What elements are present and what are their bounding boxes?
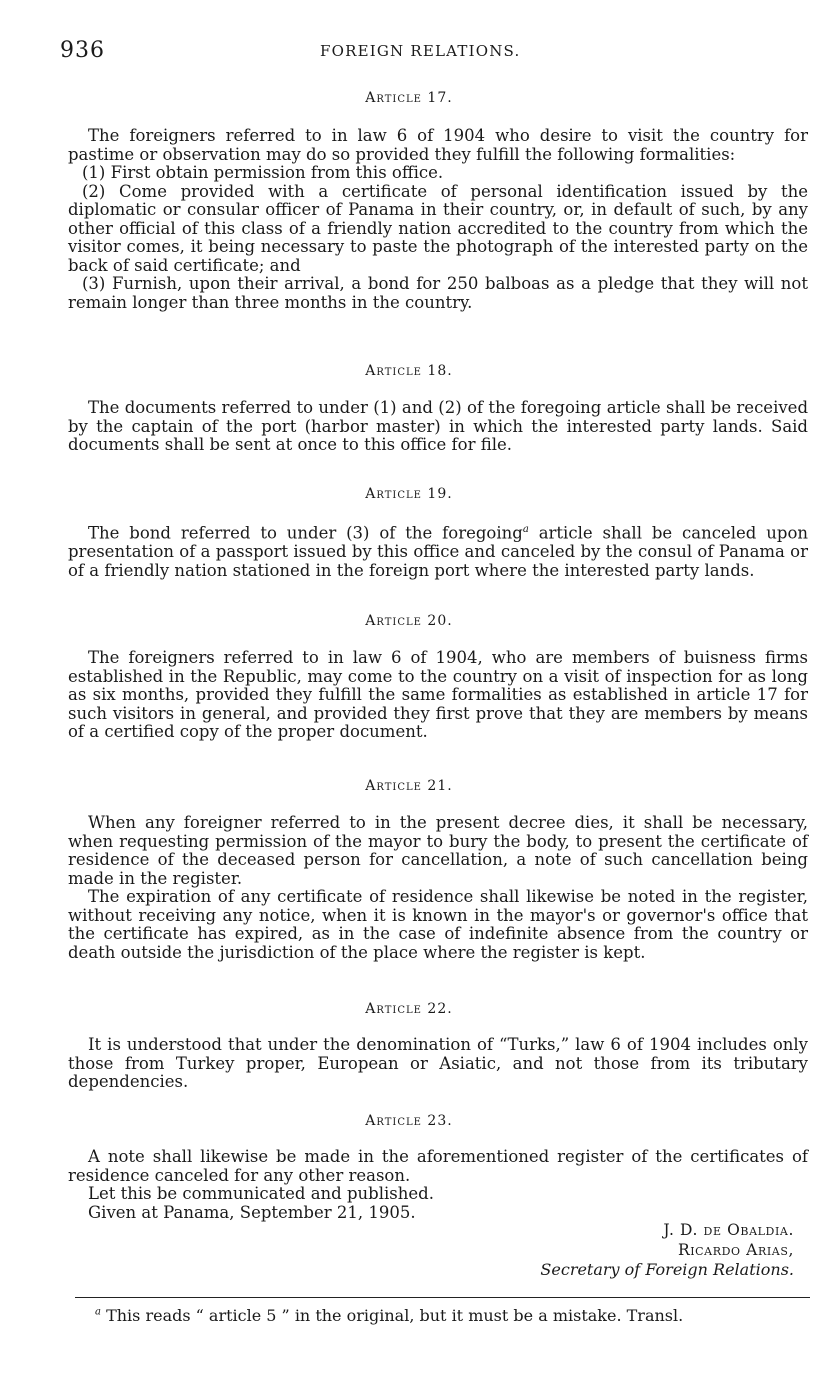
article-17-item-1: (1) First obtain permission from this office.: [82, 163, 444, 182]
footnote-ref-marker: a: [522, 524, 529, 535]
signatory-name-1: J. D. de Obaldia.: [663, 1221, 794, 1239]
footnote-divider: [75, 1297, 810, 1298]
article-22-body: [68, 1036, 808, 1092]
article-20-body: [68, 649, 808, 742]
article-17-para-intro: The foreigners referred to in law 6 of 1904 who desire to visit the country for pastime or observation may do so provided they fulfill the following formalities:: [68, 126, 808, 164]
footnote: [95, 1306, 795, 1325]
article-23-heading: Article 23.: [365, 1113, 453, 1129]
article-17-body: [68, 127, 808, 312]
page-number: 936: [60, 38, 105, 63]
signature-block: [540, 1220, 794, 1280]
article-19-para-start: The bond referred to under (3) of the foregoing: [88, 523, 523, 543]
article-18-body: [68, 399, 808, 455]
article-20-heading: Article 20.: [365, 613, 453, 629]
article-21-heading: Article 21.: [365, 778, 453, 794]
article-19-para-end: article shall be canceled upon presentation of a passport issued by this office and canceled by the consul of Panama or of a friendly nation stationed in the foreign port where the interested party lands.: [68, 523, 808, 580]
running-head: FOREIGN RELATIONS.: [320, 42, 521, 60]
article-20-para: The foreigners referred to in law 6 of 1904, who are members of buisness firms established in the Republic, may come to the country on a visit of inspection for as long as six months, provided they fulfill the same formalities as established in article 17 for such visitors in general, and provided they first prove that they are members by means of a certified copy of the proper document.: [68, 648, 808, 741]
article-19-body: [68, 521, 808, 580]
article-18-heading: Article 18.: [365, 363, 453, 379]
signatory-name-2: Ricardo Arias,: [677, 1241, 794, 1259]
article-19-para: [68, 521, 808, 580]
article-22-para: It is understood that under the denomination of “Turks,” law 6 of 1904 includes only those from Turkey proper, European or Asiatic, and not those from its tributary dependencies.: [68, 1035, 808, 1091]
article-17-item-2: (2) Come provided with a certificate of personal identification issued by the diplomatic or consular officer of Panama in their country, or, in default of such, by any other official of this class of a friendly nation accredited to the country from which the visitor comes, it being necessary to paste the photograph of the interested party on the back of said certificate; and: [68, 181, 808, 275]
article-17-heading: Article 17.: [365, 90, 453, 106]
article-22-heading: Article 22.: [365, 1001, 453, 1017]
article-17-item-3: (3) Furnish, upon their arrival, a bond for 250 balboas as a pledge that they will not remain longer than three months in the country.: [68, 274, 808, 312]
article-23-para-1: A note shall likewise be made in the aforementioned register of the certificates of residence canceled for any other reason.: [68, 1147, 808, 1185]
article-23-para-2: Let this be communicated and published.: [88, 1184, 434, 1203]
article-21-para-2: The expiration of any certificate of residence shall likewise be noted in the register, without receiving any notice, when it is known in the mayor's or governor's office that the certificate has expired, as in the case of indefinite absence from the country or death outside the jurisdiction of the place where the register is kept.: [68, 887, 808, 962]
article-21-body: [68, 814, 808, 962]
article-19-heading: Article 19.: [365, 486, 453, 502]
article-23-para-3: Given at Panama, September 21, 1905.: [88, 1202, 416, 1222]
article-23-body: [68, 1148, 808, 1222]
footnote-text: This reads “ article 5 ” in the original, but it must be a mistake. Transl.: [106, 1306, 684, 1325]
article-21-para-1: When any foreigner referred to in the present decree dies, it shall be necessary, when requesting permission of the mayor to bury the body, to present the certificate of residence of the deceased person for cancellation, a note of such cancellation being made in the register.: [68, 813, 808, 888]
article-18-para: The documents referred to under (1) and (2) of the foregoing article shall be received by the captain of the port (harbor master) in which the interested party lands. Said documents shall be sent at once to this office for file.: [68, 398, 808, 454]
signatory-title: Secretary of Foreign Relations.: [540, 1260, 794, 1279]
page-header: [60, 38, 798, 70]
footnote-marker: a: [95, 1306, 101, 1318]
